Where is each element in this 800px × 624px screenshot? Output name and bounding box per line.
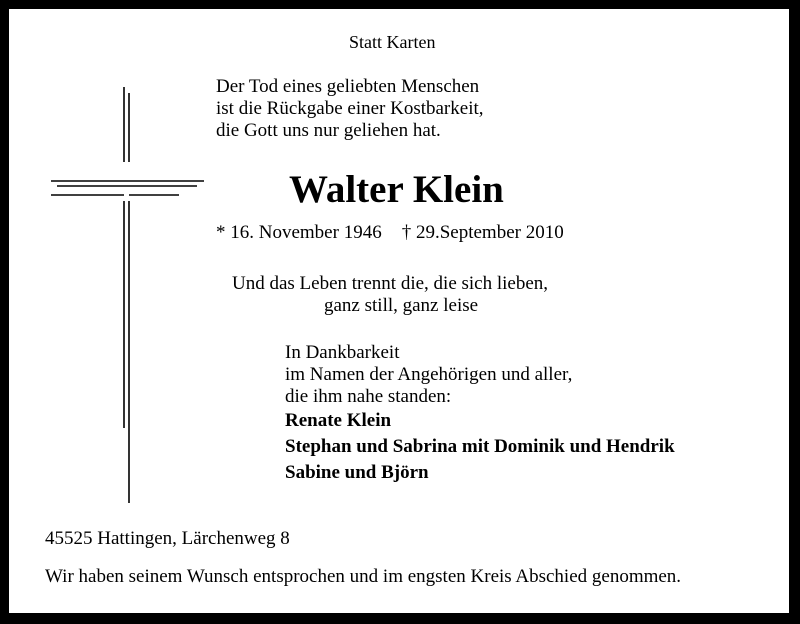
deceased-name: Walter Klein: [289, 168, 504, 211]
mourner-name: Stephan und Sabrina mit Dominik und Hendrik: [285, 436, 675, 457]
birth-date: * 16. November 1946: [216, 222, 382, 243]
quote-line: ist die Rückgabe einer Kostbarkeit,: [216, 98, 484, 119]
verse-line: ganz still, ganz leise: [324, 295, 479, 316]
mourner-name: Sabine und Björn: [285, 462, 429, 483]
obituary-card: [9, 9, 789, 613]
mourners-list: [285, 410, 675, 488]
address: 45525 Hattingen, Lärchenweg 8: [45, 528, 290, 549]
closing-note: Wir haben seinem Wunsch entsprochen und im engsten Kreis Abschied genommen.: [45, 566, 682, 587]
thanks-line: In Dankbarkeit: [285, 342, 400, 363]
quote: [216, 76, 484, 142]
quote-line: Der Tod eines geliebten Menschen: [216, 76, 480, 97]
thanks-line: im Namen der Angehörigen und aller,: [285, 364, 573, 385]
quote-line: die Gott uns nur geliehen hat.: [216, 120, 441, 141]
death-date: † 29.September 2010: [401, 222, 564, 243]
thanks-text: [285, 342, 572, 408]
verse-line: Und das Leben trennt die, die sich lieben,: [232, 273, 549, 294]
life-dates: [216, 222, 564, 244]
cross-icon: [49, 85, 224, 505]
mourner-name: Renate Klein: [285, 410, 392, 431]
heading: Statt Karten: [349, 32, 436, 52]
thanks-line: die ihm nahe standen:: [285, 386, 452, 407]
